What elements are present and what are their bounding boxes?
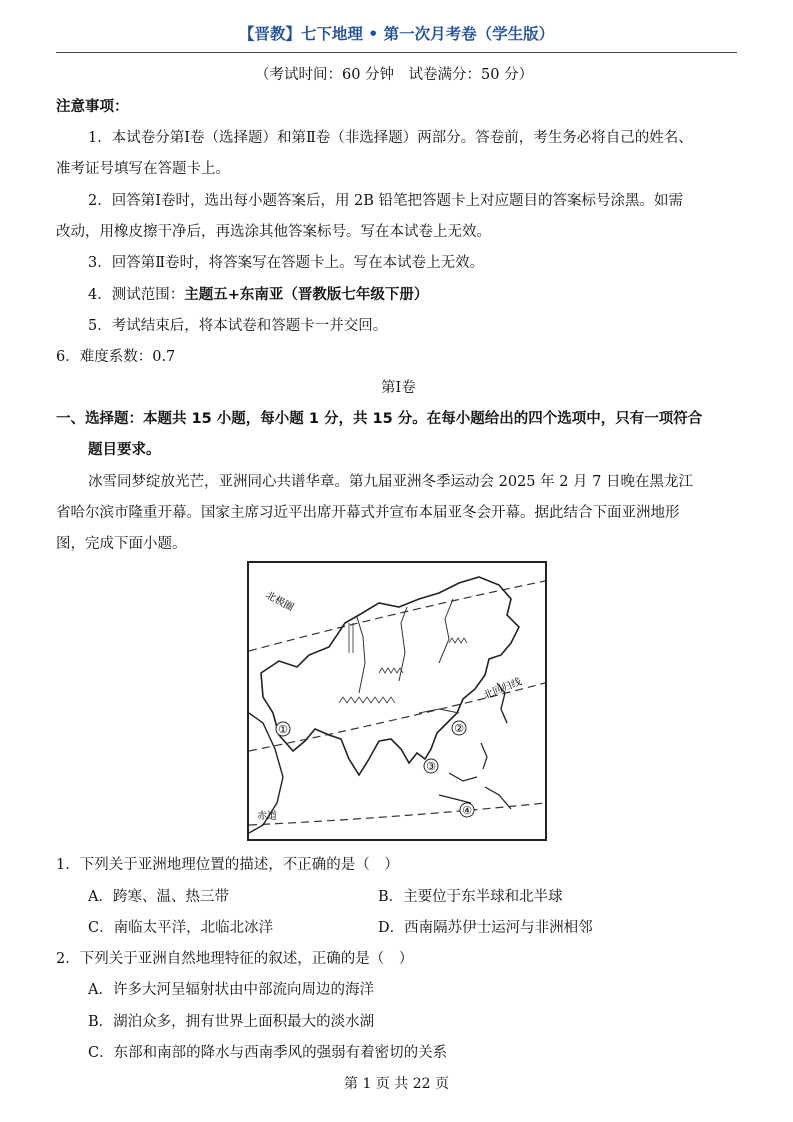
northeast-mountains bbox=[449, 638, 467, 643]
intro-line-1: 冰雪同梦绽放光芒，亚洲同心共谱华章。第九届亚洲冬季运动会 2025 年 2 月 7 日晚在黑龙江 bbox=[88, 474, 694, 490]
header-divider bbox=[56, 52, 737, 53]
asia-map-drawing bbox=[249, 563, 545, 839]
page-header-title: 【晋教】七下地理 • 第一次月考卷（学生版） bbox=[238, 25, 555, 43]
question-1-option-b: B．主要位于东半球和北半球 bbox=[378, 889, 563, 905]
question-2-stem: 2．下列关于亚洲自然地理特征的叙述，正确的是（ ） bbox=[56, 951, 414, 967]
note-4 bbox=[88, 283, 428, 304]
ural-mountains bbox=[349, 623, 353, 653]
marker-1: ① bbox=[278, 723, 288, 736]
marker-2: ② bbox=[454, 722, 464, 735]
question-1-option-d: D．西南隔苏伊士运河与非洲相邻 bbox=[378, 920, 593, 936]
note-4-scope: 主题五+东南亚（晋教版七年级下册） bbox=[184, 287, 429, 303]
question-2-option-b: B．湖泊众多，拥有世界上面积最大的淡水湖 bbox=[88, 1014, 375, 1030]
equator-line bbox=[249, 803, 545, 825]
yenisei-river bbox=[399, 607, 407, 681]
question-2-option-c: C．东部和南部的降水与西南季风的强弱有着密切的关系 bbox=[88, 1045, 448, 1061]
intro-line-2: 省哈尔滨市隆重开幕。国家主席习近平出席开幕式并宣布本届亚冬会开幕。据此结合下面亚洲地形 bbox=[56, 505, 680, 521]
note-5: 5．考试结束后，将本试卷和答题卡一并交回。 bbox=[88, 318, 388, 334]
section-heading-line-1: 一、选择题：本题共 15 小题，每小题 1 分，共 15 分。在每小题给出的四个选项中，只有一项符合 bbox=[56, 411, 703, 427]
note-1-line-2: 准考证号填写在答题卡上。 bbox=[56, 161, 230, 177]
question-1-option-a: A．跨寒、温、热三带 bbox=[88, 889, 229, 905]
section-heading-line-2: 题目要求。 bbox=[88, 442, 161, 458]
question-1-stem: 1．下列关于亚洲地理位置的描述，不正确的是（ ） bbox=[56, 857, 399, 873]
tropic-label: 北回归线 bbox=[482, 676, 524, 702]
philippines bbox=[481, 743, 487, 769]
notes-heading: 注意事项： bbox=[56, 99, 129, 115]
part1-title: 第Ⅰ卷 bbox=[381, 380, 416, 396]
southeast-islands bbox=[439, 773, 511, 809]
note-4-prefix: 4．测试范围： bbox=[88, 287, 185, 303]
marker-3: ③ bbox=[426, 760, 436, 773]
tianshan-mountains bbox=[379, 668, 403, 673]
lena-river bbox=[439, 599, 453, 663]
marker-4: ④ bbox=[462, 804, 472, 817]
ob-river bbox=[357, 617, 365, 693]
equator-label: 赤道 bbox=[257, 811, 277, 822]
page-footer: 第 1 页 共 22 页 bbox=[344, 1076, 449, 1092]
note-6: 6．难度系数：0.7 bbox=[56, 349, 176, 365]
question-2-option-a: A．许多大河呈辐射状由中部流向周边的海洋 bbox=[88, 982, 374, 998]
arctic-circle-label: 北极圈 bbox=[263, 589, 296, 614]
question-1-option-c: C．南临太平洋，北临北冰洋 bbox=[88, 920, 274, 936]
note-2-line-1: 2．回答第Ⅰ卷时，选出每小题答案后，用 2B 铅笔把答题卡上对应题目的答案标号涂黑。如需 bbox=[88, 193, 684, 209]
himalaya-mountains bbox=[339, 697, 395, 703]
exam-info: （考试时间：60 分钟 试卷满分：50 分） bbox=[255, 67, 534, 83]
intro-line-3: 图，完成下面小题。 bbox=[56, 536, 187, 552]
asia-terrain-map bbox=[247, 561, 547, 841]
note-2-line-2: 改动，用橡皮擦干净后，再选涂其他答案标号。写在本试卷上无效。 bbox=[56, 224, 491, 240]
note-3: 3．回答第Ⅱ卷时，将答案写在答题卡上。写在本试卷上无效。 bbox=[88, 255, 485, 271]
note-1-line-1: 1．本试卷分第Ⅰ卷（选择题）和第Ⅱ卷（非选择题）两部分。答卷前，考生务必将自己的姓名、 bbox=[88, 130, 693, 146]
yangtze-river bbox=[419, 709, 459, 713]
asia-outline bbox=[261, 577, 519, 775]
arctic-circle-line bbox=[249, 581, 545, 651]
